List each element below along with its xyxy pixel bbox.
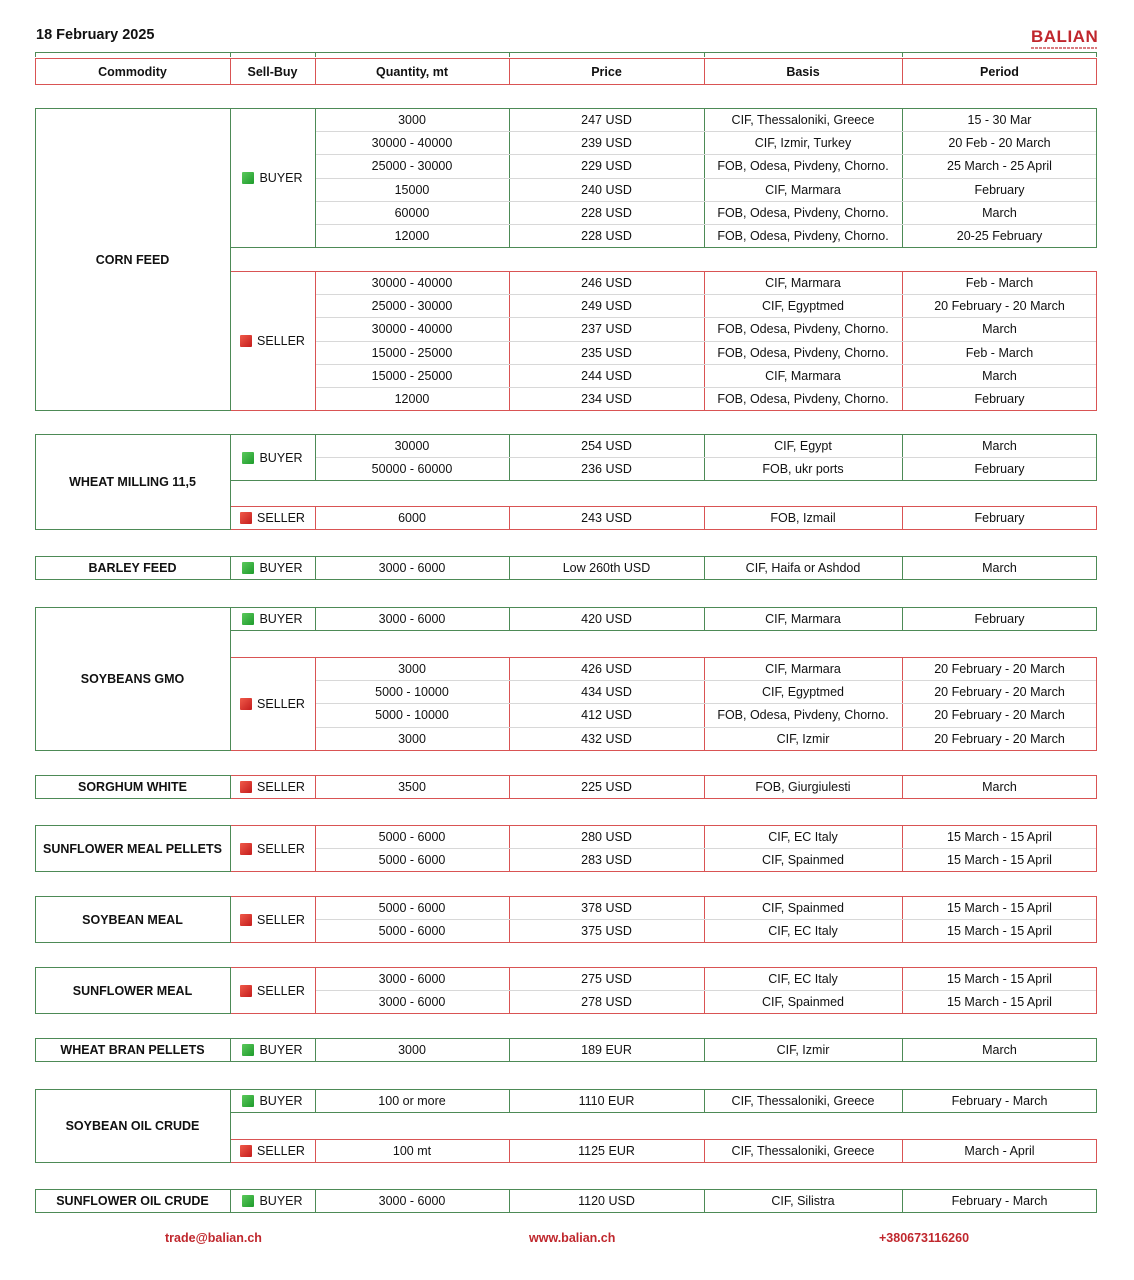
seller-label	[230, 896, 315, 943]
cell-basis: CIF, EC Italy	[768, 971, 838, 986]
footer-phone[interactable]: +380673116260	[879, 1231, 970, 1245]
seller-marker-icon	[240, 843, 252, 855]
cell-basis: CIF, Egypt	[774, 438, 832, 453]
buyer-marker-icon	[242, 172, 254, 184]
seller-label	[230, 657, 315, 751]
cell-price: 254 USD	[581, 438, 632, 453]
buyer-label	[230, 1038, 315, 1062]
cell-price: 378 USD	[581, 900, 632, 915]
cell-basis: FOB, Odesa, Pivdeny, Chorno.	[717, 228, 889, 243]
cell-quantity: 100 or more	[378, 1093, 446, 1108]
seller-marker-icon	[240, 914, 252, 926]
cell-price: 247 USD	[581, 112, 632, 127]
side-text: BUYER	[259, 1094, 303, 1108]
cell-period: February	[974, 391, 1025, 406]
cell-quantity: 50000 - 60000	[371, 461, 453, 476]
cell-price: 375 USD	[581, 923, 632, 938]
brand-logo-tagline	[1031, 47, 1097, 49]
cell-basis: CIF, Izmir	[776, 1042, 830, 1057]
cell-price: 237 USD	[581, 321, 632, 336]
cell-quantity: 3000 - 6000	[378, 971, 446, 986]
cell-quantity: 5000 - 10000	[375, 684, 449, 699]
cell-price: Low 260th USD	[562, 560, 651, 575]
buyer-label	[230, 607, 315, 631]
seller-marker-icon	[240, 1145, 252, 1157]
cell-quantity: 25000 - 30000	[371, 298, 453, 313]
cell-basis: FOB, Odesa, Pivdeny, Chorno.	[717, 707, 889, 722]
cell-basis: CIF, Marmara	[765, 368, 841, 383]
cell-price: 1120 USD	[578, 1193, 635, 1208]
cell-period: 20 February - 20 March	[934, 684, 1065, 699]
cell-period: March	[982, 438, 1017, 453]
cell-period: 15 - 30 Mar	[967, 112, 1032, 127]
seller-label	[230, 775, 315, 799]
cell-price: 236 USD	[581, 461, 632, 476]
cell-basis: CIF, EC Italy	[768, 829, 838, 844]
cell-quantity: 30000 - 40000	[371, 135, 453, 150]
cell-quantity: 12000	[394, 391, 430, 406]
cell-basis: CIF, Egyptmed	[762, 298, 844, 313]
cell-period: 15 March - 15 April	[947, 971, 1052, 986]
buyer-label	[230, 1189, 315, 1213]
cell-period: February - March	[951, 1193, 1048, 1208]
cell-basis: CIF, Thessaloniki, Greece	[731, 1093, 875, 1108]
buyer-label	[230, 434, 315, 481]
header-tick	[902, 52, 903, 57]
cell-quantity: 12000	[394, 228, 430, 243]
column-header-quantity: Quantity, mt	[376, 64, 448, 79]
cell-price: 412 USD	[581, 707, 632, 722]
buyer-marker-icon	[242, 1195, 254, 1207]
cell-period: March	[982, 368, 1017, 383]
cell-price: 249 USD	[581, 298, 632, 313]
cell-price: 246 USD	[581, 275, 632, 290]
page-date: 18 February 2025	[36, 27, 155, 43]
column-header-sell-buy: Sell-Buy	[247, 64, 298, 79]
seller-marker-icon	[240, 698, 252, 710]
cell-period: February	[974, 182, 1025, 197]
buyer-marker-icon	[242, 562, 254, 574]
header-top-rule	[35, 52, 1097, 57]
cell-period: February	[974, 611, 1025, 626]
cell-price: 1125 EUR	[578, 1143, 635, 1158]
commodity-name: SUNFLOWER MEAL	[72, 983, 193, 998]
commodity-name: WHEAT BRAN PELLETS	[60, 1043, 205, 1057]
cell-quantity: 5000 - 6000	[378, 923, 446, 938]
cell-period: 15 March - 15 April	[947, 900, 1052, 915]
commodity-name: SOYBEANS GMO	[80, 672, 185, 686]
cell-quantity: 30000	[394, 438, 430, 453]
side-text: SELLER	[257, 780, 305, 794]
cell-quantity: 3000 - 6000	[378, 560, 446, 575]
cell-period: February - March	[951, 1093, 1048, 1108]
side-text: BUYER	[259, 1043, 303, 1057]
cell-basis: FOB, Odesa, Pivdeny, Chorno.	[717, 345, 889, 360]
cell-basis: FOB, Odesa, Pivdeny, Chorno.	[717, 158, 889, 173]
cell-basis: CIF, Thessaloniki, Greece	[731, 112, 875, 127]
cell-period: 15 March - 15 April	[947, 852, 1052, 867]
cell-price: 225 USD	[581, 779, 632, 794]
header-tick	[230, 52, 231, 57]
commodity-name: CORN FEED	[95, 252, 170, 267]
cell-quantity: 30000 - 40000	[371, 275, 453, 290]
cell-price: 1110 EUR	[578, 1093, 635, 1108]
commodity-name: BARLEY FEED	[88, 561, 177, 575]
seller-label	[230, 967, 315, 1014]
cell-quantity: 100 mt	[392, 1143, 432, 1158]
cell-period: 20 Feb - 20 March	[948, 135, 1051, 150]
seller-marker-icon	[240, 781, 252, 793]
cell-period: 20 February - 20 March	[934, 707, 1065, 722]
cell-basis: CIF, Marmara	[765, 182, 841, 197]
buyer-marker-icon	[242, 1044, 254, 1056]
cell-basis: CIF, Marmara	[765, 661, 841, 676]
cell-period: 15 March - 15 April	[947, 829, 1052, 844]
cell-quantity: 3000 - 6000	[378, 994, 446, 1009]
cell-basis: CIF, Izmir	[776, 731, 830, 746]
cell-basis: CIF, Silistra	[771, 1193, 835, 1208]
cell-quantity: 3000 - 6000	[378, 1193, 446, 1208]
cell-price: 434 USD	[581, 684, 632, 699]
cell-quantity: 3000	[398, 1042, 426, 1057]
cell-price: 275 USD	[581, 971, 632, 986]
cell-basis: CIF, Spainmed	[762, 994, 844, 1009]
cell-basis: CIF, Spainmed	[762, 900, 844, 915]
header-tick	[509, 52, 510, 57]
commodity-name: SUNFLOWER OIL CRUDE	[56, 1194, 209, 1208]
cell-price: 280 USD	[581, 829, 632, 844]
cell-period: 15 March - 15 April	[947, 923, 1052, 938]
brand-logo-text: BALIAN	[1031, 27, 1099, 46]
side-text: SELLER	[257, 841, 305, 856]
side-text: BUYER	[259, 612, 303, 626]
cell-period: 15 March - 15 April	[947, 994, 1052, 1009]
cell-price: 243 USD	[581, 510, 632, 525]
cell-quantity: 3000	[398, 112, 426, 127]
column-header-period: Period	[980, 64, 1019, 79]
cell-period: 20 February - 20 March	[934, 731, 1065, 746]
column-header-basis: Basis	[786, 64, 820, 79]
cell-period: March	[982, 779, 1017, 794]
seller-label	[230, 506, 315, 530]
cell-period: 20-25 February	[956, 228, 1043, 243]
cell-period: March	[982, 1042, 1017, 1057]
cell-quantity: 5000 - 6000	[378, 900, 446, 915]
cell-period: 25 March - 25 April	[947, 158, 1052, 173]
cell-quantity: 6000	[398, 510, 426, 525]
buyer-label	[230, 108, 315, 248]
cell-period: February	[974, 461, 1025, 476]
buyer-label	[230, 556, 315, 580]
cell-basis: CIF, Spainmed	[762, 852, 844, 867]
cell-period: Feb - March	[965, 345, 1034, 360]
cell-quantity: 3000	[398, 661, 426, 676]
seller-marker-icon	[240, 985, 252, 997]
cell-period: February	[974, 510, 1025, 525]
cell-period: March	[982, 560, 1017, 575]
cell-price: 283 USD	[581, 852, 632, 867]
side-text: BUYER	[259, 561, 303, 575]
cell-basis: CIF, Marmara	[765, 275, 841, 290]
header-tick	[315, 52, 316, 57]
cell-period: March	[982, 321, 1017, 336]
cell-period: March	[982, 205, 1017, 220]
cell-quantity: 15000 - 25000	[371, 345, 453, 360]
column-header-price: Price	[591, 64, 622, 79]
footer-email[interactable]: trade@balian.ch	[165, 1231, 262, 1245]
side-text: BUYER	[259, 450, 303, 465]
cell-basis: FOB, Izmail	[770, 510, 836, 525]
cell-price: 235 USD	[581, 345, 632, 360]
commodity-name: SOYBEAN OIL CRUDE	[65, 1119, 200, 1133]
side-text: SELLER	[257, 697, 305, 711]
cell-basis: CIF, Marmara	[765, 611, 841, 626]
side-text: SELLER	[257, 912, 305, 927]
cell-quantity: 60000	[394, 205, 430, 220]
cell-quantity: 3000	[398, 731, 426, 746]
cell-quantity: 5000 - 6000	[378, 829, 446, 844]
side-text: SELLER	[257, 1144, 305, 1158]
cell-price: 234 USD	[581, 391, 632, 406]
cell-basis: CIF, Izmir, Turkey	[754, 135, 852, 150]
cell-basis: FOB, Giurgiulesti	[755, 779, 851, 794]
commodity-name: SOYBEAN MEAL	[82, 912, 183, 927]
cell-period: March - April	[964, 1143, 1035, 1158]
cell-quantity: 3000 - 6000	[378, 611, 446, 626]
cell-period: Feb - March	[965, 275, 1034, 290]
cell-price: 228 USD	[581, 228, 632, 243]
seller-marker-icon	[240, 335, 252, 347]
brand-logo	[1031, 28, 1097, 49]
buyer-marker-icon	[242, 613, 254, 625]
seller-label	[230, 1139, 315, 1163]
buyer-marker-icon	[242, 1095, 254, 1107]
side-text: SELLER	[257, 511, 305, 525]
cell-quantity: 25000 - 30000	[371, 158, 453, 173]
cell-price: 229 USD	[581, 158, 632, 173]
header-tick	[704, 52, 705, 57]
column-header-commodity: Commodity	[98, 64, 167, 79]
cell-price: 239 USD	[581, 135, 632, 150]
cell-period: 20 February - 20 March	[934, 298, 1065, 313]
cell-price: 244 USD	[581, 368, 632, 383]
cell-quantity: 5000 - 6000	[378, 852, 446, 867]
cell-quantity: 15000	[394, 182, 430, 197]
cell-basis: CIF, EC Italy	[768, 923, 838, 938]
cell-price: 278 USD	[581, 994, 632, 1009]
side-text: SELLER	[257, 334, 305, 348]
cell-quantity: 3500	[398, 779, 426, 794]
cell-basis: FOB, Odesa, Pivdeny, Chorno.	[717, 391, 889, 406]
commodity-name: SORGHUM WHITE	[77, 780, 188, 794]
cell-price: 228 USD	[581, 205, 632, 220]
buyer-marker-icon	[242, 452, 254, 464]
cell-price: 189 EUR	[581, 1042, 632, 1057]
cell-period: 20 February - 20 March	[934, 661, 1065, 676]
side-text: BUYER	[259, 171, 303, 185]
cell-price: 420 USD	[581, 611, 632, 626]
cell-basis: CIF, Thessaloniki, Greece	[731, 1143, 875, 1158]
seller-marker-icon	[240, 512, 252, 524]
commodity-name: SUNFLOWER MEAL PELLETS	[43, 841, 222, 856]
side-text: BUYER	[259, 1194, 303, 1208]
footer-website[interactable]: www.balian.ch	[529, 1231, 616, 1245]
cell-quantity: 30000 - 40000	[371, 321, 453, 336]
cell-basis: CIF, Egyptmed	[762, 684, 844, 699]
cell-quantity: 5000 - 10000	[375, 707, 449, 722]
cell-basis: FOB, Odesa, Pivdeny, Chorno.	[717, 205, 889, 220]
cell-price: 240 USD	[581, 182, 632, 197]
cell-basis: FOB, ukr ports	[762, 461, 844, 476]
cell-price: 432 USD	[581, 731, 632, 746]
cell-quantity: 15000 - 25000	[371, 368, 453, 383]
buyer-label	[230, 1089, 315, 1113]
cell-basis: CIF, Haifa or Ashdod	[745, 560, 861, 575]
side-text: SELLER	[257, 983, 305, 998]
seller-label	[230, 825, 315, 872]
commodity-name: WHEAT MILLING 11,5	[69, 475, 196, 489]
cell-basis: FOB, Odesa, Pivdeny, Chorno.	[717, 321, 889, 336]
seller-label	[230, 271, 315, 411]
cell-price: 426 USD	[581, 661, 632, 676]
